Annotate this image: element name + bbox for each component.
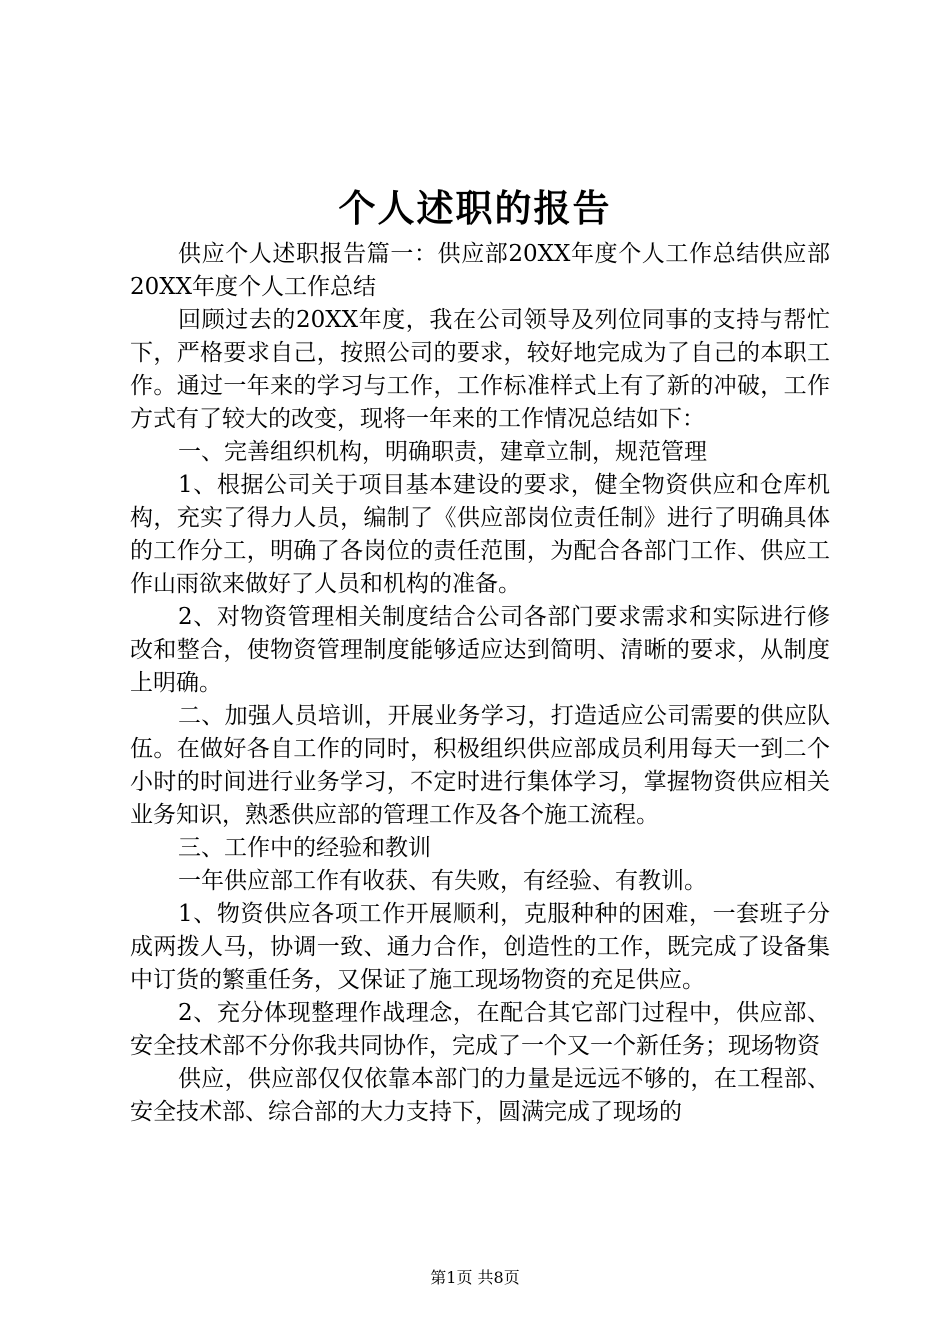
paragraph: 1、物资供应各项工作开展顺利，克服种种的困难，一套班子分成两拨人马，协调一致、通力合作，创造性的工作，既完成了设备集中订货的繁重任务，又保证了施工现场物资的充足供应。 — [130, 901, 830, 993]
paragraph: 供应个人述职报告篇一：供应部20XX年度个人工作总结供应部20XX年度个人工作总结 — [130, 241, 830, 300]
paragraph: 二、加强人员培训，开展业务学习，打造适应公司需要的供应队伍。在做好各自工作的同时，积极组织供应部成员利用每天一到二个小时的时间进行业务学习，不定时进行集体学习，掌握物资供应相关业务知识，熟悉供应部的管理工作及各个施工流程。 — [130, 703, 830, 828]
paragraph: 2、对物资管理相关制度结合公司各部门要求需求和实际进行修改和整合，使物资管理制度能够适应达到简明、清晰的要求，从制度上明确。 — [130, 604, 830, 696]
paragraph: 1、根据公司关于项目基本建设的要求，健全物资供应和仓库机构，充实了得力人员，编制了《供应部岗位责任制》进行了明确具体的工作分工，明确了各岗位的责任范围，为配合各部门工作、供应工作山雨欲来做好了人员和机构的准备。 — [130, 472, 830, 597]
paragraph: 回顾过去的20XX年度，我在公司领导及列位同事的支持与帮忙下，严格要求自己，按照公司的要求，较好地完成为了自己的本职工作。通过一年来的学习与工作，工作标准样式上有了新的冲破，工作方式有了较大的改变，现将一年来的工作情况总结如下： — [130, 307, 830, 432]
section-heading: 一、完善组织机构，明确职责，建章立制，规范管理 — [178, 439, 707, 465]
document-body — [130, 238, 830, 1129]
document-title: 个人述职的报告 — [338, 186, 612, 230]
paragraph: 2、充分体现整理作战理念，在配合其它部门过程中，供应部、安全技术部不分你我共同协作，完成了一个又一个新任务；现场物资 — [130, 1000, 830, 1059]
section-heading: 三、工作中的经验和教训 — [178, 835, 431, 861]
paragraph: 一年供应部工作有收获、有失败，有经验、有教训。 — [178, 868, 707, 894]
paragraph: 供应，供应部仅仅依靠本部门的力量是远远不够的，在工程部、安全技术部、综合部的大力支持下，圆满完成了现场的 — [130, 1066, 830, 1125]
page-number: 第1页 共8页 — [430, 1268, 520, 1287]
